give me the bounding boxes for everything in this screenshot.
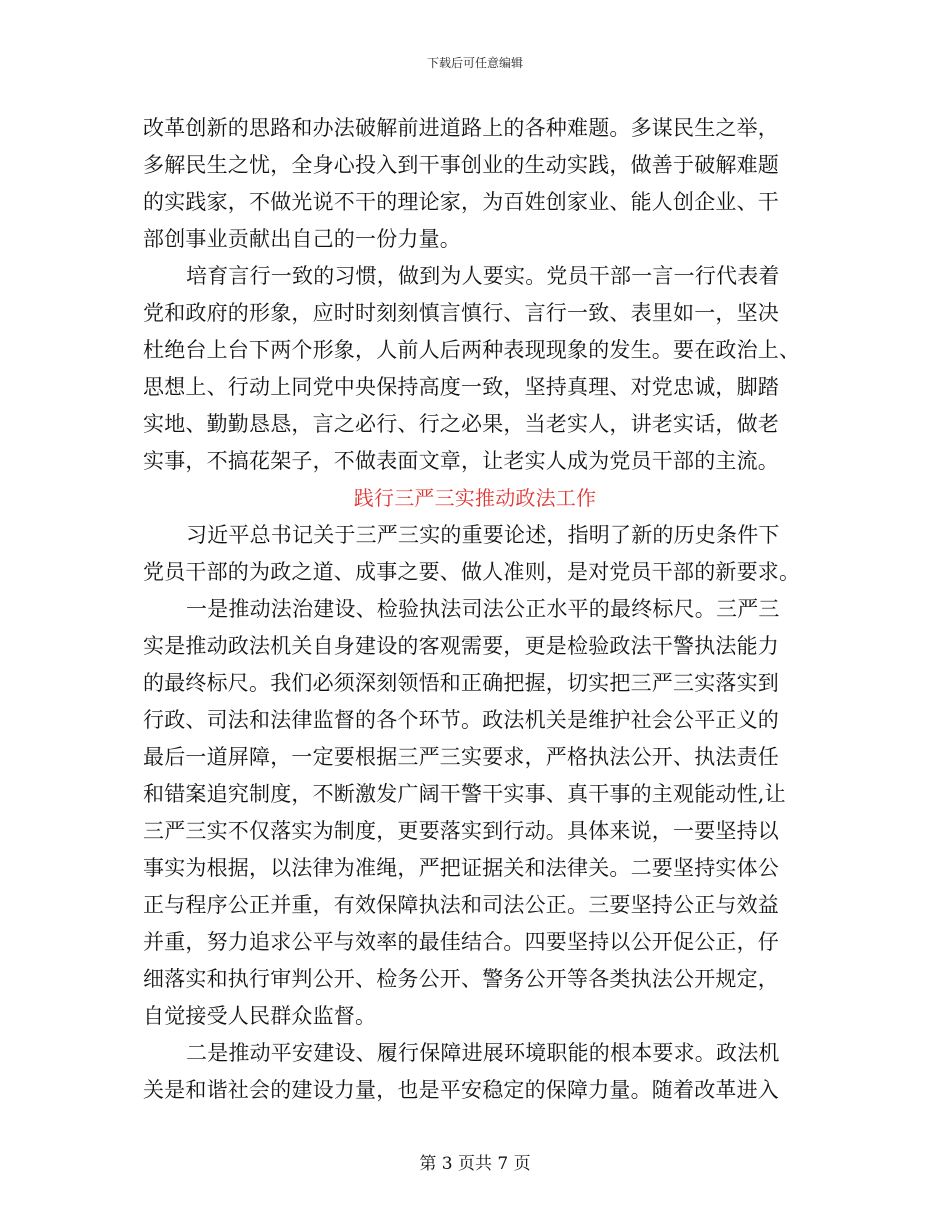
- text-line: 自觉接受人民群众监督。: [143, 1004, 377, 1028]
- text-line: 事实为根据，以法律为准绳，严把证据关和法律关。二要坚持实体公: [143, 856, 779, 880]
- text-line: 的实践家，不做光说不干的理论家，为百姓创家业、能人创企业、干: [143, 190, 779, 214]
- text-line: 培育言行一致的习惯，做到为人要实。党员干部一言一行代表着: [186, 264, 780, 288]
- text-line: 行政、司法和法律监督的各个环节。政法机关是维护社会公平正义的: [143, 708, 779, 732]
- text-line: 党员干部的为政之道、成事之要、做人准则，是对党员干部的新要求。: [143, 560, 801, 584]
- text-line: 实是推动政法机关自身建设的客观需要，更是检验政法干警执法能力: [143, 634, 779, 658]
- text-line: 实地、勤勤恳恳，言之必行、行之必果，当老实人，讲老实话，做老: [143, 412, 779, 436]
- text-line: 改革创新的思路和办法破解前进道路上的各种难题。多谋民生之举，: [143, 116, 779, 140]
- text-line: 一是推动法治建设、检验执法司法公正水平的最终标尺。三严三: [186, 597, 780, 621]
- text-line: 的最终标尺。我们必须深刻领悟和正确把握，切实把三严三实落实到: [143, 671, 779, 695]
- text-line: 细落实和执行审判公开、检务公开、警务公开等各类执法公开规定，: [143, 967, 779, 991]
- text-line: 最后一道屏障，一定要根据三严三实要求，严格执法公开、执法责任: [143, 745, 779, 769]
- text-line: 并重，努力追求公平与效率的最佳结合。四要坚持以公开促公正，仔: [143, 930, 779, 954]
- section-title: 践行三严三实推动政法工作: [353, 486, 597, 510]
- text-line: 党和政府的形象，应时时刻刻慎言慎行、言行一致、表里如一，坚决: [143, 301, 779, 325]
- text-line: 正与程序公正并重，有效保障执法和司法公正。三要坚持公正与效益: [143, 893, 779, 917]
- text-line: 多解民生之忧，全身心投入到干事创业的生动实践，做善于破解难题: [143, 153, 779, 177]
- page-number: 第 3 页共 7 页: [419, 1154, 531, 1174]
- text-line: 杜绝台上台下两个形象，人前人后两种表现现象的发生。要在政治上、: [143, 338, 801, 362]
- text-line: 三严三实不仅落实为制度，更要落实到行动。具体来说，一要坚持以: [143, 819, 779, 843]
- text-line: 思想上、行动上同党中央保持高度一致，坚持真理、对党忠诚，脚踏: [143, 375, 779, 399]
- text-line: 习近平总书记关于三严三实的重要论述，指明了新的历史条件下: [186, 523, 780, 547]
- page-header: 下载后可任意编辑: [426, 56, 523, 70]
- text-line: 实事，不搞花架子，不做表面文章，让老实人成为党员干部的主流。: [143, 449, 779, 473]
- text-line: 和错案追究制度，不断激发广阔干警干实事、真干事的主观能动性,让: [143, 782, 786, 806]
- text-line: 二是推动平安建设、履行保障进展环境职能的根本要求。政法机: [186, 1041, 780, 1065]
- text-line: 关是和谐社会的建设力量，也是平安稳定的保障力量。随着改革进入: [143, 1078, 779, 1102]
- text-line: 部创事业贡献出自己的一份力量。: [143, 227, 461, 251]
